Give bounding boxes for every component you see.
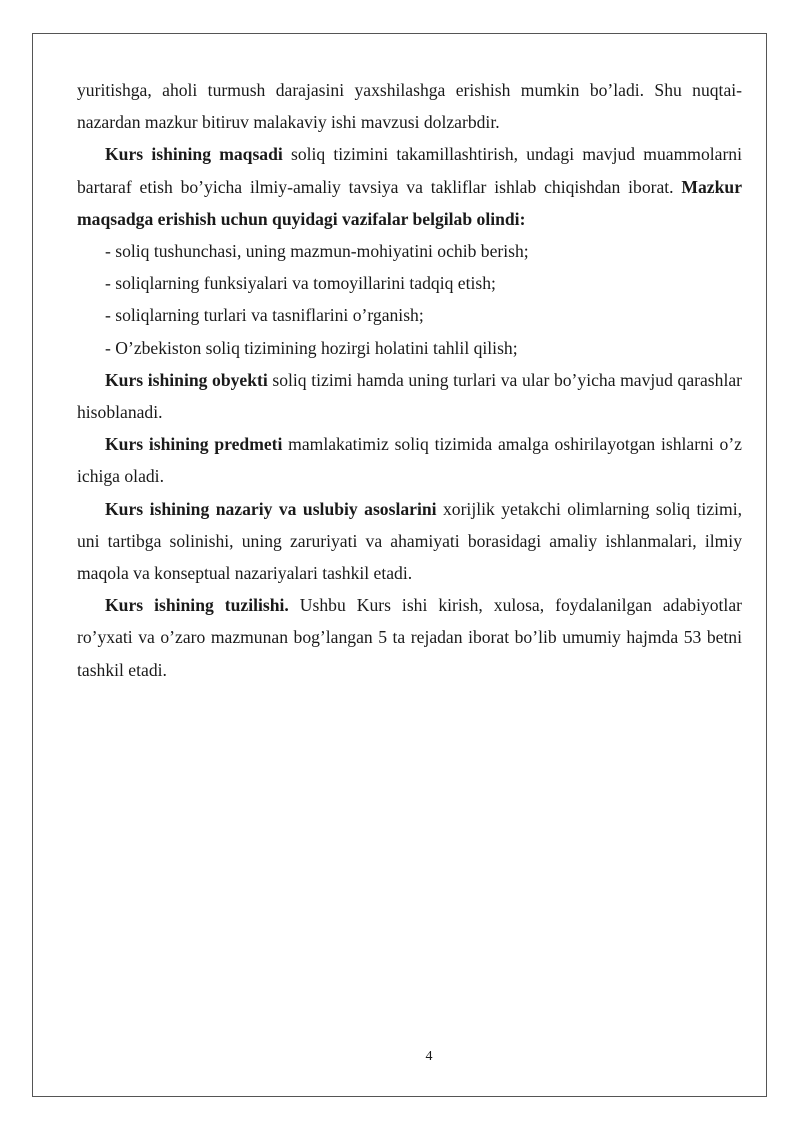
task-item: - soliqlarning turlari va tasniflarini o’rganish; [105, 305, 424, 326]
intro-paragraph: yuritishga, aholi turmush darajasini yaxshilashga erishish mumkin bo’ladi. Shu nuqtai-nazardan mazkur bitiruv malakaviy ishi mavzusi dolzarbdir. [77, 80, 742, 133]
foundations-paragraph [77, 493, 742, 590]
goal-text: soliq tizimini takamillashtirish, undagi mavjud muammolarni bartaraf etish bo’yicha ilmiy-amaliy tavsiya va takliflar ishlab chiqishdan iborat. [77, 144, 742, 197]
object-text: soliq tizimi hamda uning turlari va ular bo’yicha mavjud qarashlar hisoblanadi. [77, 369, 742, 423]
tasks-heading: Mazkur maqsadga erishish uchun quyidagi vazifalar belgilab olindi: [77, 176, 742, 229]
document-body [77, 74, 742, 686]
task-item: - soliq tushunchasi, uning mazmun-mohiyatini ochib berish; [105, 241, 529, 262]
subject-text: mamlakatimiz soliq tizimida amalga oshirilayotgan ishlarni o’z ichiga oladi. [77, 434, 742, 487]
subject-heading: Kurs ishining predmeti [105, 434, 283, 455]
foundations-text: xorijlik yetakchi olimlarning soliq tizimi, uni tartibga solinishi, uning zaruriyati va ahamiyati borasidagi amaliy ishlanmalari, ilmiy maqola va konseptual nazariyalari tashkil etadi. [77, 498, 742, 584]
structure-text: Ushbu Kurs ishi kirish, xulosa, foydalanilgan adabiyotlar ro’yxati va o’zaro mazmunan bog’langan 5 ta rejadan iborat bo’lib umumiy hajmda 53 betni tashkil etadi. [77, 595, 742, 680]
task-item: - soliqlarning funksiyalari va tomoyillarini tadqiq etish; [105, 273, 496, 294]
structure-heading: Kurs ishining tuzilishi. [105, 595, 289, 616]
goal-paragraph [77, 138, 742, 235]
object-paragraph [77, 364, 742, 428]
subject-paragraph [77, 428, 742, 492]
object-heading: Kurs ishining obyekti [105, 369, 268, 390]
structure-paragraph [77, 589, 742, 686]
goal-heading: Kurs ishining maqsadi [105, 144, 283, 165]
foundations-heading: Kurs ishining nazariy va uslubiy asoslarini [105, 498, 437, 519]
page-number: 4 [425, 1049, 433, 1064]
task-item: - O’zbekiston soliq tizimining hozirgi holatini tahlil qilish; [105, 337, 518, 358]
